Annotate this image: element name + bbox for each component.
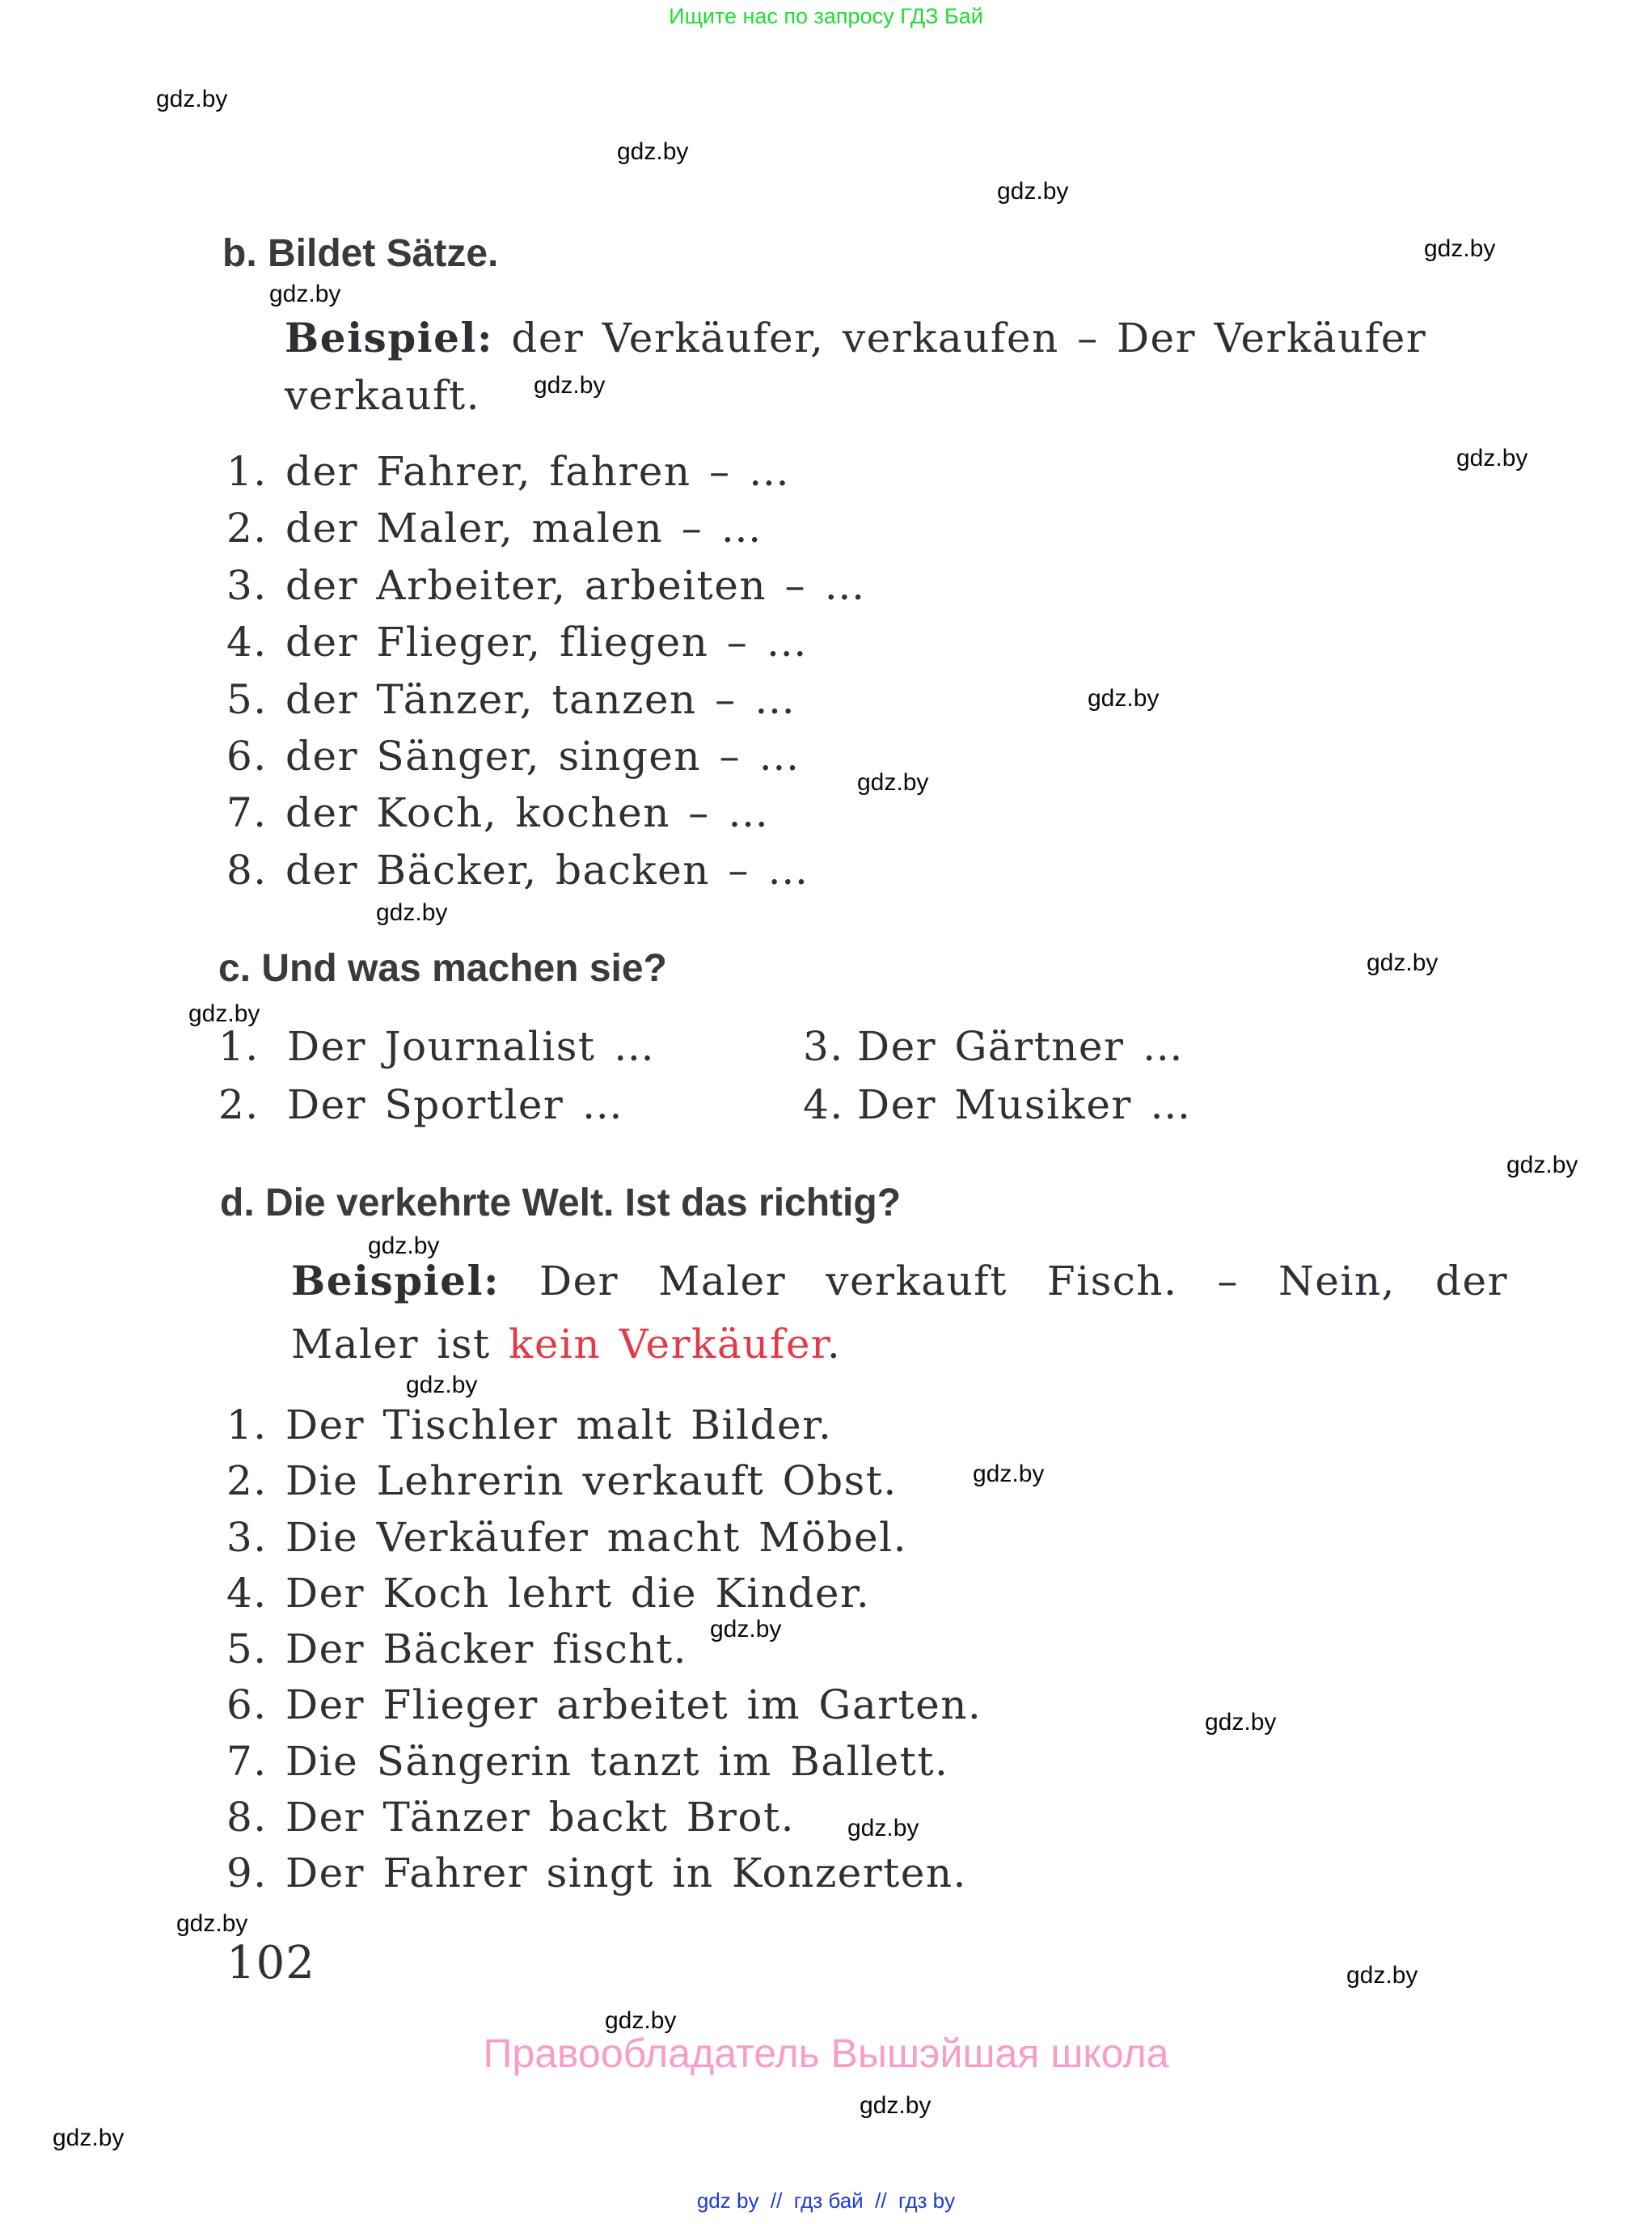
list-item bbox=[226, 1846, 982, 1901]
section-b-example bbox=[285, 309, 1426, 425]
list-item-text: Der Musiker … bbox=[857, 1081, 1192, 1128]
example-text-prefix: Maler ist bbox=[291, 1321, 509, 1368]
list-item bbox=[803, 1017, 1192, 1076]
list-item-text: der Sänger, singen – … bbox=[285, 733, 801, 780]
watermark-gdz: gdz.by bbox=[847, 1815, 919, 1841]
watermark-gdz: gdz.by bbox=[1088, 685, 1160, 712]
list-item-number: 1. bbox=[226, 1402, 268, 1448]
watermark-gdz: gdz.by bbox=[605, 2007, 677, 2034]
watermark-gdz: gdz.by bbox=[1205, 1709, 1277, 1736]
footer-site-links[interactable]: gdz by // гдз бай // гдз by bbox=[696, 2188, 956, 2213]
watermark-gdz: gdz.by bbox=[188, 1000, 260, 1027]
list-item-text: Der Tänzer backt Brot. bbox=[285, 1794, 795, 1841]
example-text-suffix: . bbox=[826, 1321, 842, 1368]
watermark-gdz: gdz.by bbox=[53, 2125, 125, 2151]
list-item-text: der Koch, kochen – … bbox=[285, 789, 770, 837]
watermark-gdz: gdz.by bbox=[376, 899, 448, 926]
list-item-number: 2. bbox=[226, 1457, 268, 1505]
top-banner-text: Ищите нас по запросу ГДЗ Бай bbox=[669, 4, 983, 28]
watermark-gdz: gdz.by bbox=[997, 178, 1069, 205]
list-item-text: Der Tischler malt Bilder. bbox=[285, 1402, 833, 1448]
list-item-number: 5. bbox=[226, 675, 268, 723]
list-item-number: 6. bbox=[226, 733, 268, 780]
section-b-example-line1 bbox=[285, 309, 1426, 367]
list-item bbox=[226, 1790, 982, 1846]
list-item-text: Der Fahrer singt in Konzerten. bbox=[285, 1850, 967, 1897]
list-item-text: Der Flieger arbeitet im Garten. bbox=[285, 1681, 982, 1729]
list-item bbox=[226, 1566, 982, 1621]
list-item-text: Der Koch lehrt die Kinder. bbox=[285, 1569, 871, 1617]
example-red-answer: kein Verkäufer bbox=[509, 1321, 827, 1368]
list-item-number: 2. bbox=[218, 1081, 260, 1128]
list-item-number: 9. bbox=[226, 1850, 268, 1897]
list-item bbox=[226, 1510, 982, 1566]
watermark-gdz: gdz.by bbox=[1346, 1962, 1418, 1989]
list-item-text: Der Sportler … bbox=[287, 1081, 624, 1128]
example-label: Beispiel: bbox=[285, 314, 493, 362]
example-text: der Verkäufer, verkaufen – Der Verkäufer bbox=[492, 315, 1427, 362]
example-text: Der Maler verkauft Fisch. – Nein, der bbox=[499, 1258, 1508, 1304]
copyright-notice: Правообладатель Вышэйшая школа bbox=[483, 2031, 1169, 2076]
list-item bbox=[226, 500, 866, 556]
list-item-text: Die Lehrerin verkauft Obst. bbox=[285, 1457, 898, 1505]
list-item-text: Die Sängerin tanzt im Ballett. bbox=[285, 1737, 949, 1785]
list-item bbox=[218, 1017, 655, 1076]
list-item-number: 4. bbox=[226, 619, 268, 666]
section-c-heading: c. Und was machen sie? bbox=[218, 947, 667, 990]
section-b-example-line2: verkauft. bbox=[285, 372, 481, 419]
list-item-text: der Arbeiter, arbeiten – … bbox=[285, 561, 866, 609]
list-item-text: Der Bäcker fischt. bbox=[285, 1626, 688, 1673]
list-item-number: 4. bbox=[226, 1569, 268, 1617]
list-item-number: 3. bbox=[803, 1023, 844, 1070]
section-d-example bbox=[291, 1249, 1508, 1376]
list-item-number: 6. bbox=[226, 1681, 268, 1729]
list-item-number: 1. bbox=[226, 448, 268, 495]
section-d-list bbox=[226, 1397, 982, 1902]
list-item-text: der Tänzer, tanzen – … bbox=[285, 675, 796, 723]
section-b-heading: b. Bildet Sätze. bbox=[222, 232, 499, 275]
page-number: 102 bbox=[226, 1937, 315, 1989]
list-item-text: der Bäcker, backen – … bbox=[285, 846, 809, 894]
section-c-column-1 bbox=[218, 1017, 655, 1134]
section-c-column-2 bbox=[803, 1017, 1192, 1134]
list-item-number: 5. bbox=[226, 1626, 268, 1673]
list-item bbox=[226, 784, 866, 841]
list-item bbox=[803, 1076, 1192, 1134]
list-item bbox=[226, 671, 866, 728]
list-item-number: 4. bbox=[803, 1081, 844, 1128]
section-d-heading: d. Die verkehrte Welt. Ist das richtig? bbox=[220, 1182, 902, 1224]
list-item bbox=[226, 614, 866, 670]
section-d-example-line1 bbox=[291, 1249, 1508, 1313]
list-item-text: Der Journalist … bbox=[287, 1023, 656, 1070]
list-item-text: der Maler, malen – … bbox=[285, 505, 763, 552]
list-item bbox=[226, 728, 866, 784]
watermark-gdz: gdz.by bbox=[176, 1910, 248, 1937]
list-item-number: 7. bbox=[226, 789, 268, 837]
watermark-gdz: gdz.by bbox=[406, 1372, 478, 1398]
list-item-number: 1. bbox=[218, 1023, 260, 1070]
watermark-gdz: gdz.by bbox=[617, 138, 689, 165]
watermark-gdz: gdz.by bbox=[973, 1461, 1045, 1487]
watermark-gdz: gdz.by bbox=[156, 86, 228, 112]
list-item-text: Die Verkäufer macht Möbel. bbox=[285, 1513, 907, 1561]
list-item-number: 3. bbox=[226, 1513, 268, 1561]
watermark-gdz: gdz.by bbox=[857, 769, 929, 796]
list-item bbox=[226, 443, 866, 500]
watermark-gdz: gdz.by bbox=[860, 2092, 932, 2119]
section-b-list bbox=[226, 443, 866, 898]
watermark-gdz: gdz.by bbox=[1424, 235, 1496, 262]
watermark-gdz: gdz.by bbox=[368, 1233, 440, 1259]
list-item-number: 2. bbox=[226, 505, 268, 552]
list-item-number: 8. bbox=[226, 1794, 268, 1841]
list-item-text: Der Gärtner … bbox=[857, 1023, 1185, 1070]
list-item bbox=[226, 557, 866, 614]
list-item-text: der Fahrer, fahren – … bbox=[285, 448, 791, 495]
list-item-number: 8. bbox=[226, 846, 268, 894]
list-item-number: 3. bbox=[226, 561, 268, 609]
watermark-gdz: gdz.by bbox=[269, 281, 341, 307]
watermark-gdz: gdz.by bbox=[710, 1616, 782, 1643]
example-label: Beispiel: bbox=[291, 1257, 500, 1304]
list-item-text: der Flieger, fliegen – … bbox=[285, 619, 809, 666]
list-item bbox=[226, 1397, 982, 1453]
watermark-gdz: gdz.by bbox=[1506, 1152, 1578, 1178]
list-item bbox=[226, 1453, 982, 1509]
list-item bbox=[218, 1076, 655, 1134]
list-item-number: 7. bbox=[226, 1737, 268, 1785]
list-item bbox=[226, 1677, 982, 1733]
watermark-gdz: gdz.by bbox=[534, 372, 606, 399]
watermark-gdz: gdz.by bbox=[1367, 949, 1439, 976]
list-item bbox=[226, 1621, 982, 1677]
list-item bbox=[226, 1734, 982, 1790]
list-item bbox=[226, 842, 866, 898]
section-d-example-line2 bbox=[291, 1313, 1508, 1376]
watermark-gdz: gdz.by bbox=[1456, 445, 1528, 471]
